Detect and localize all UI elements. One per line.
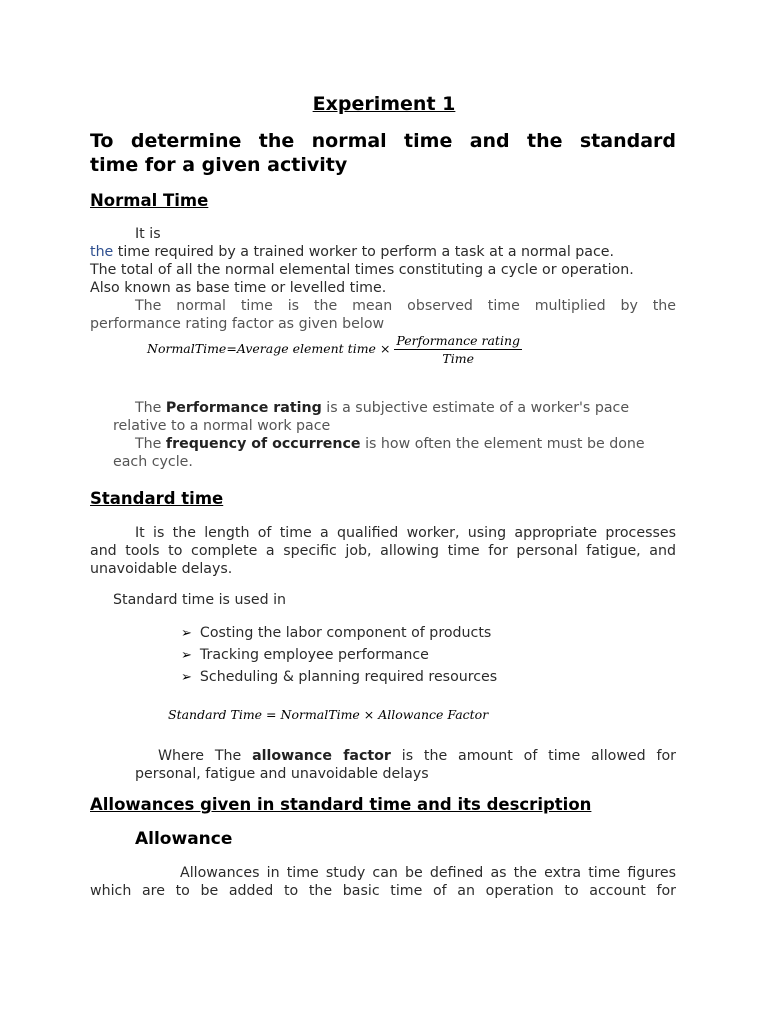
- formula-equals: =: [226, 341, 237, 356]
- freq-post: is how often the element must be done: [360, 436, 645, 452]
- definition-link-word: the: [90, 244, 114, 260]
- formula-fraction: [394, 333, 522, 366]
- bullet-text: Costing the labor component of products: [199, 625, 492, 641]
- performance-rating-term: Performance rating: [165, 400, 322, 416]
- formula-times: ×: [379, 341, 391, 356]
- bullet-text: Scheduling & planning required resources: [199, 669, 498, 685]
- bullet-item: [181, 668, 497, 687]
- normal-time-formula: [147, 333, 522, 366]
- frequency-line-2: each cycle.: [113, 454, 193, 470]
- bullet-item: [181, 646, 429, 665]
- standard-time-formula: Standard Time = NormalTime × Allowance Factor: [168, 707, 489, 722]
- formula-term: Average element time: [236, 341, 376, 356]
- subtitle-line-1: To determine the normal time and the standard: [90, 130, 676, 152]
- performance-rating-line-2: relative to a normal work pace: [113, 418, 331, 434]
- allowance-factor-line-1: [158, 747, 676, 765]
- allowance-para-line-1: Allowances in time study can be defined as the extra time figures: [180, 865, 676, 881]
- allowance-factor-term: allowance factor: [252, 748, 391, 764]
- standard-time-used-in: Standard time is used in: [113, 592, 287, 608]
- normal-time-heading: Normal Time: [90, 191, 209, 210]
- bullet-item: [181, 624, 491, 643]
- allowances-heading: Allowances given in standard time and its description: [90, 795, 592, 814]
- definition-text: time required by a trained worker to perform a task at a normal pace.: [113, 244, 615, 260]
- standard-time-para-line-1: It is the length of time a qualified worker, using appropriate processes: [135, 525, 676, 541]
- normal-time-para-line-2: performance rating factor as given below: [90, 316, 385, 332]
- normal-time-para-line-1: The normal time is the mean observed time multiplied by the: [135, 298, 676, 314]
- standard-time-para-line-2: and tools to complete a specific job, allowing time for personal fatigue, and: [90, 543, 676, 559]
- normal-time-it-is: It is: [135, 226, 161, 242]
- allowance-factor-line-2: personal, fatigue and unavoidable delays: [135, 766, 429, 782]
- arrow-bullet-icon: ➢: [181, 670, 192, 685]
- normal-time-line-2: The total of all the normal elemental times constituting a cycle or operation.: [90, 262, 634, 278]
- where-post: is the amount of time allowed for: [390, 748, 677, 764]
- normal-time-definition: [90, 243, 614, 261]
- allowance-para-line-2: which are to be added to the basic time of an operation to account for: [90, 883, 676, 899]
- arrow-bullet-icon: ➢: [181, 648, 192, 663]
- frequency-line-1: [135, 435, 645, 453]
- subtitle-line-2: time for a given activity: [90, 154, 348, 176]
- arrow-bullet-icon: ➢: [181, 626, 192, 641]
- perf-post: is a subjective estimate of a worker's pace: [321, 400, 630, 416]
- normal-time-line-3: Also known as base time or levelled time.: [90, 280, 387, 296]
- perf-pre: The: [135, 400, 166, 416]
- allowance-subheading: Allowance: [135, 829, 233, 849]
- standard-time-para-line-3: unavoidable delays.: [90, 561, 233, 577]
- page-title: Experiment 1: [312, 93, 456, 115]
- performance-rating-line-1: [135, 399, 629, 417]
- bullet-text: Tracking employee performance: [199, 647, 429, 663]
- frequency-term: frequency of occurrence: [165, 436, 361, 452]
- standard-time-heading: Standard time: [90, 489, 224, 508]
- where-pre: Where The: [158, 748, 253, 764]
- formula-denominator: Time: [442, 351, 474, 366]
- formula-lhs: NormalTime: [147, 341, 227, 356]
- formula-numerator: Performance rating: [396, 333, 520, 348]
- freq-pre: The: [135, 436, 166, 452]
